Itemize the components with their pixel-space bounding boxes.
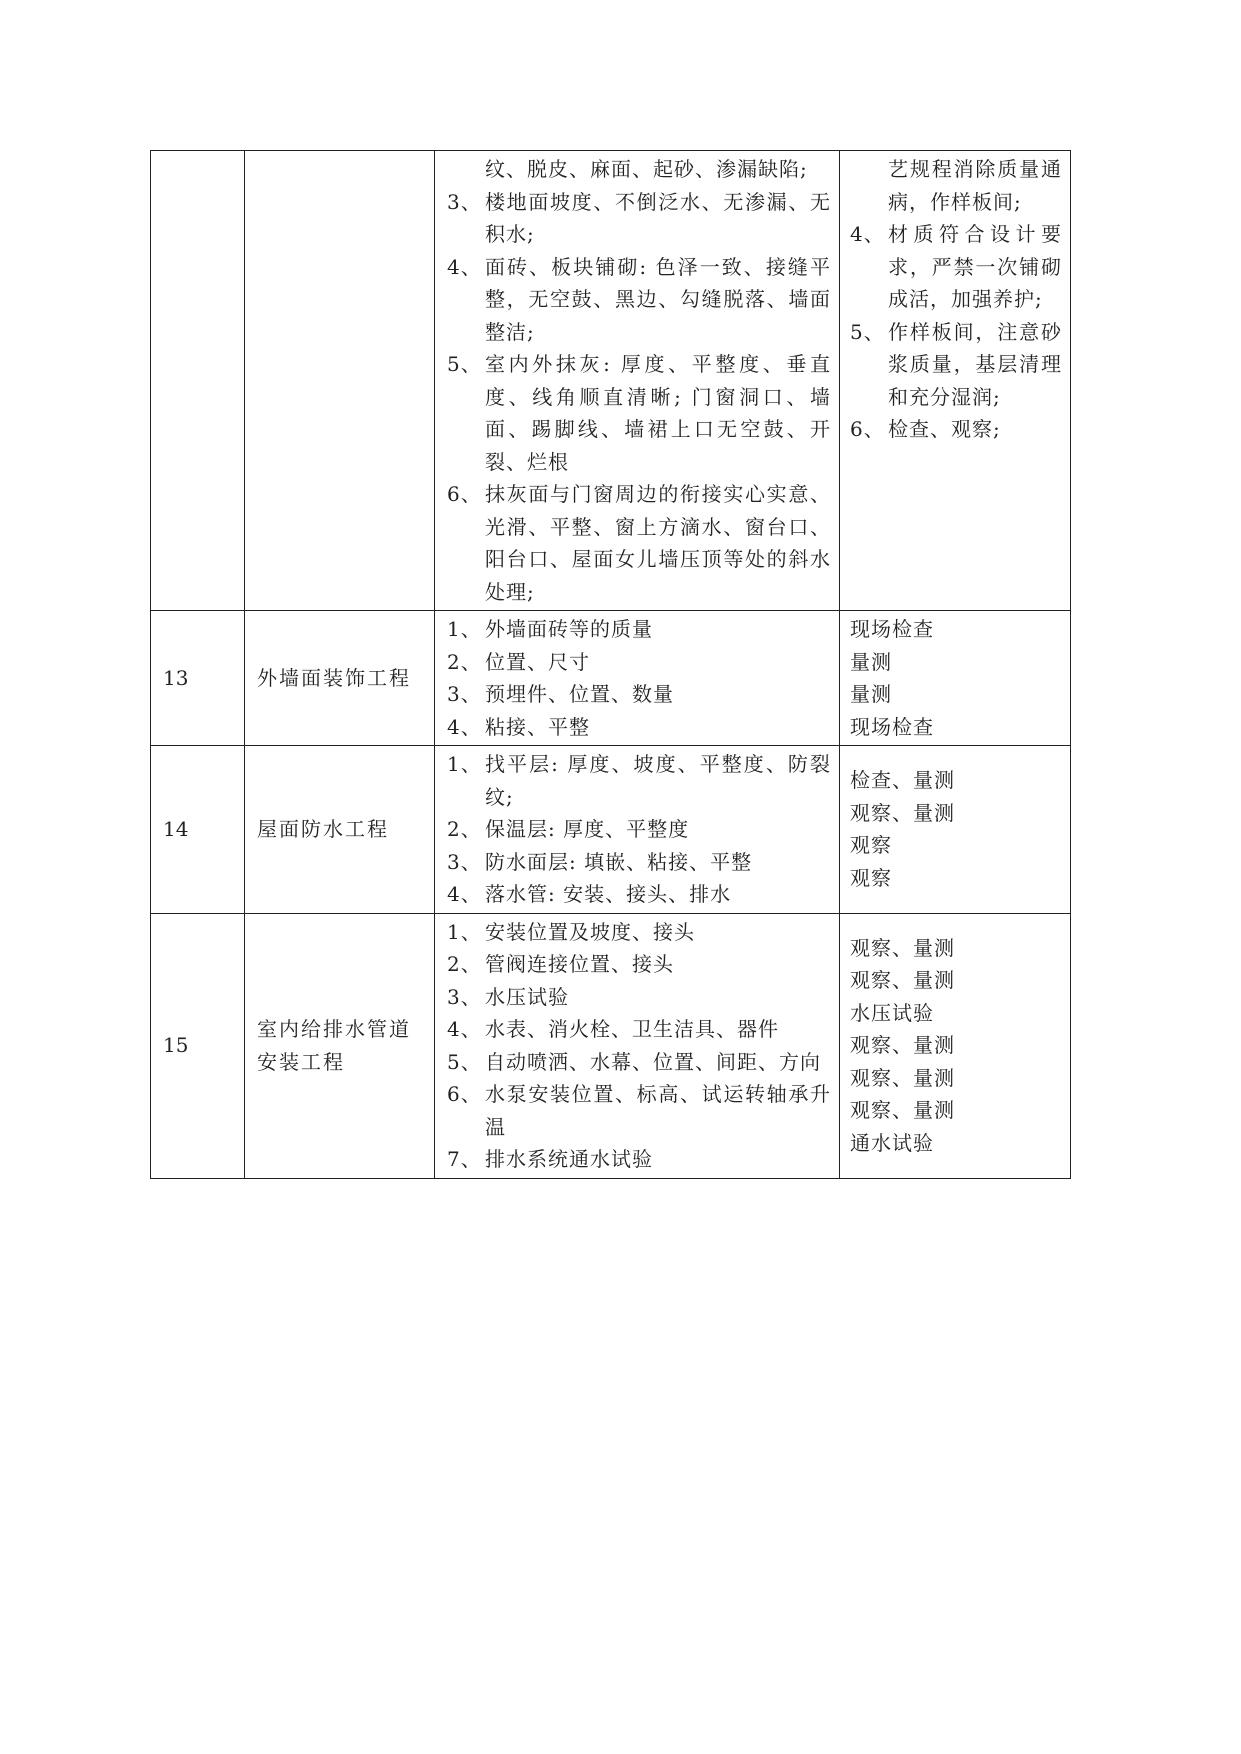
list-item: 6、 检查、观察; — [850, 417, 1001, 441]
inspection-table — [150, 150, 1071, 1179]
list-item: 1、 安装位置及坡度、接头 — [447, 919, 695, 944]
method-line: 观察、量测 — [850, 1033, 955, 1058]
list-item: 5、 自动喷洒、水幕、位置、间距、方向 — [447, 1049, 821, 1074]
table-row — [151, 611, 1071, 746]
method-line: 现场检查 — [850, 617, 934, 641]
list-item: 2、 管阀连接位置、接头 — [447, 952, 674, 976]
project-name: 外墙面装饰工程 — [245, 611, 435, 746]
list-item: 6、 抹灰面与门窗周边的衔接实心实意、光滑、平整、窗上方滴水、窗台口、阳台口、屋面女儿墙压顶等处的斜水处理; — [447, 482, 831, 604]
method-line: 现场检查 — [850, 714, 934, 739]
table-row — [151, 746, 1071, 914]
methods-cell — [840, 746, 1071, 914]
list-item: 4、 材质符合设计要求，严禁一次铺砌成活，加强养护; — [850, 222, 1062, 311]
list-item: 3、 防水面层: 填嵌、粘接、平整 — [447, 849, 753, 874]
list-item: 4、 水表、消火栓、卫生洁具、器件 — [447, 1017, 779, 1041]
project-name: 屋面防水工程 — [245, 746, 435, 914]
project-name: 室内给排水管道安装工程 — [245, 913, 435, 1178]
list-item: 6、 水泵安装位置、标高、试运转轴承升温 — [447, 1082, 831, 1139]
list-item: 5、 室内外抹灰: 厚度、平整度、垂直度、线角顺直清晰; 门窗洞口、墙面、踢脚线、墙裙上口无空鼓、开裂、烂根 — [447, 352, 831, 474]
list-item: 3、 水压试验 — [447, 984, 569, 1009]
list-item: 4、 面砖、板块铺砌: 色泽一致、接缝平整，无空鼓、黑边、勾缝脱落、墙面整洁; — [447, 254, 831, 344]
list-item: 7、 排水系统通水试验 — [447, 1147, 653, 1171]
row-number — [151, 151, 245, 611]
method-line: 量测 — [850, 649, 892, 674]
list-item: 3、 预埋件、位置、数量 — [447, 682, 674, 706]
list-item: 1、 外墙面砖等的质量 — [447, 617, 653, 641]
requirements-cell — [435, 913, 840, 1178]
methods-cell — [840, 611, 1071, 746]
method-line: 观察 — [850, 865, 892, 890]
methods-cell — [840, 151, 1071, 611]
list-item: 4、 落水管: 安装、接头、排水 — [447, 882, 732, 906]
list-item: 5、 作样板间，注意砂浆质量，基层清理和充分湿润; — [850, 319, 1062, 409]
list-item: 纹、脱皮、麻面、起砂、渗漏缺陷; — [485, 157, 808, 181]
list-item: 艺规程消除质量通病，作样板间; — [888, 157, 1062, 214]
row-number: 14 — [151, 746, 245, 914]
table-row — [151, 913, 1071, 1178]
method-line: 观察、量测 — [850, 935, 955, 960]
table-row — [151, 151, 1071, 611]
row-number: 15 — [151, 913, 245, 1178]
list-item: 2、 位置、尺寸 — [447, 649, 590, 674]
method-line: 观察 — [850, 833, 892, 858]
method-line: 水压试验 — [850, 1000, 934, 1025]
requirements-cell — [435, 611, 840, 746]
requirements-cell — [435, 746, 840, 914]
method-line: 检查、量测 — [850, 768, 955, 793]
row-number: 13 — [151, 611, 245, 746]
method-line: 通水试验 — [850, 1130, 934, 1155]
list-item: 4、 粘接、平整 — [447, 714, 590, 739]
project-name — [245, 151, 435, 611]
requirements-cell — [435, 151, 840, 611]
method-line: 观察、量测 — [850, 968, 955, 993]
method-line: 观察、量测 — [850, 1065, 955, 1090]
list-item: 2、 保温层: 厚度、平整度 — [447, 817, 690, 841]
list-item: 3、 楼地面坡度、不倒泛水、无渗漏、无积水; — [447, 189, 831, 246]
method-line: 观察、量测 — [850, 800, 955, 825]
list-item: 1、 找平层: 厚度、坡度、平整度、防裂纹; — [447, 752, 831, 809]
method-line: 观察、量测 — [850, 1098, 955, 1123]
methods-cell — [840, 913, 1071, 1178]
method-line: 量测 — [850, 682, 892, 706]
